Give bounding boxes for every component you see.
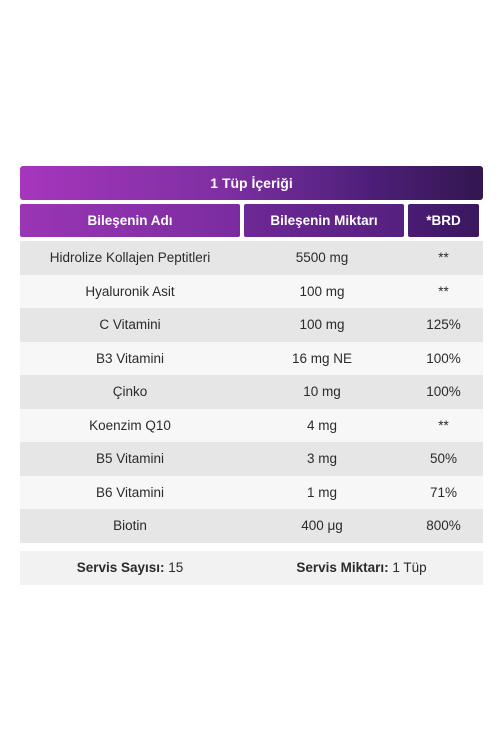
ingredient-amount: 100 mg [299, 283, 345, 299]
table-row [20, 375, 483, 409]
column-header-amount: Bileşenin Miktarı [244, 204, 404, 237]
ingredient-brd: 800% [426, 518, 461, 534]
serving-size-label: Servis Miktarı: [296, 560, 389, 575]
ingredient-name: Biotin [113, 518, 147, 534]
serving-size [240, 560, 483, 575]
table-row [20, 342, 483, 376]
servings-value: 15 [164, 560, 184, 575]
ingredient-name: C Vitamini [99, 317, 161, 333]
column-header-brd: *BRD [408, 204, 479, 237]
column-header-name: Bileşenin Adı [20, 204, 240, 237]
nutrition-table [20, 166, 483, 585]
ingredient-amount: 10 mg [303, 384, 341, 400]
table-row [20, 409, 483, 443]
ingredient-name: Koenzim Q10 [89, 417, 171, 433]
ingredient-amount: 5500 mg [295, 250, 349, 266]
servings-label: Servis Sayısı: [76, 560, 165, 575]
ingredient-brd: 100% [426, 384, 461, 400]
table-title: 1 Tüp İçeriği [20, 166, 483, 200]
table-row [20, 476, 483, 510]
ingredient-amount: 16 mg NE [291, 350, 353, 366]
table-header-row [20, 204, 483, 237]
ingredient-brd: ** [438, 283, 449, 299]
ingredient-brd: 125% [426, 317, 461, 333]
servings-count [20, 560, 240, 575]
table-row [20, 241, 483, 275]
ingredient-amount: 4 mg [306, 417, 337, 433]
serving-size-value: 1 Tüp [388, 560, 427, 575]
ingredient-amount: 1 mg [306, 484, 337, 500]
ingredient-brd: ** [438, 250, 449, 266]
ingredient-amount: 100 mg [299, 317, 345, 333]
table-row [20, 442, 483, 476]
ingredient-name: Hidrolize Kollajen Peptitleri [49, 250, 211, 266]
table-row [20, 308, 483, 342]
ingredient-amount: 3 mg [306, 451, 337, 467]
ingredient-name: Hyaluronik Asit [85, 283, 175, 299]
table-body [20, 241, 483, 543]
ingredient-name: Çinko [112, 384, 148, 400]
serving-info [20, 551, 483, 585]
ingredient-name: B6 Vitamini [95, 484, 165, 500]
ingredient-name: B3 Vitamini [95, 350, 165, 366]
ingredient-brd: 50% [429, 451, 458, 467]
ingredient-name: B5 Vitamini [95, 451, 165, 467]
ingredient-brd: 71% [429, 484, 458, 500]
ingredient-brd: ** [438, 417, 449, 433]
ingredient-amount: 400 μg [301, 518, 343, 534]
table-row [20, 275, 483, 309]
ingredient-brd: 100% [426, 350, 461, 366]
table-row [20, 509, 483, 543]
